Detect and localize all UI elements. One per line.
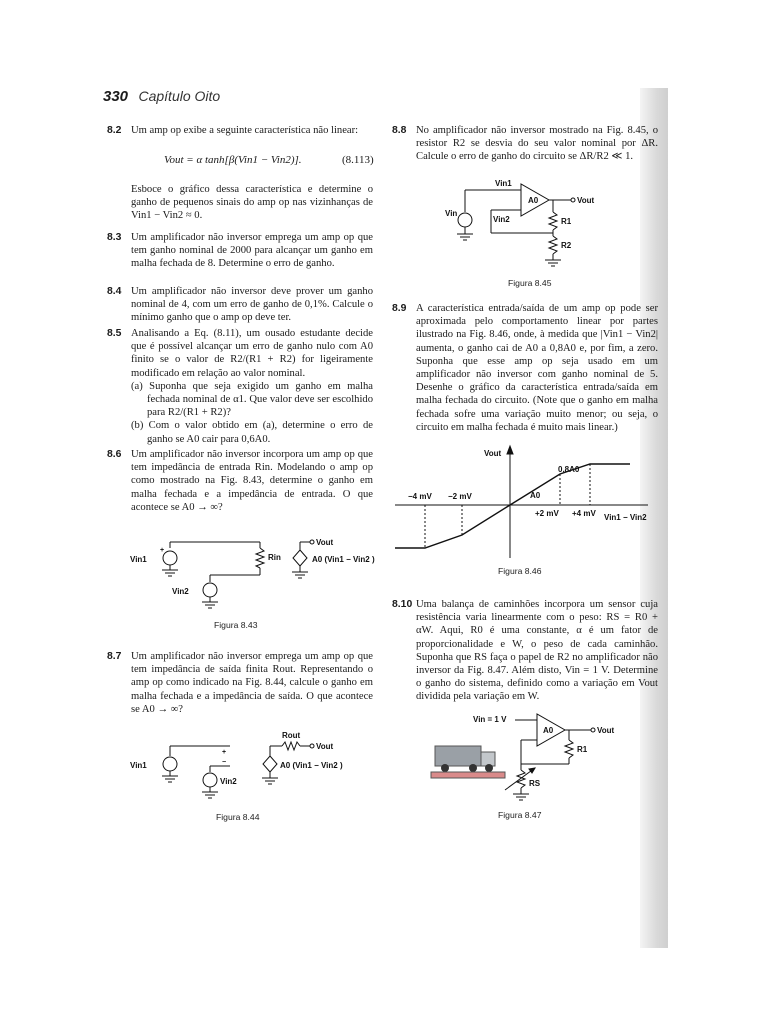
figure-8-47-caption: Figura 8.47: [498, 810, 542, 820]
svg-text:Vin1: Vin1: [130, 761, 147, 770]
problem-8-9: 8.9 A característica entrada/saída de um amp op pode ser aproximada pelo comportamento linear por partes ilustrado na Fig. 8.46, onde, à medida que |Vin1 − Vin2| aumenta, o ganho cai de A0 a 0,8A0 e, por fim, a zero. Suponha que esse amp op seja usado em um amplificador não inversor com ganho nominal de 5. Desenhe o gráfico da característica entrada/saída em malha fechada do circuito. (Note que o ganho em malha fechada sofre uma variação muito menor; ou seja, o circuito em malha fechada é muito mais linear.): [392, 303, 658, 433]
svg-text:+4 mV: +4 mV: [572, 509, 596, 518]
svg-text:−4 mV: −4 mV: [408, 492, 432, 501]
svg-text:+: +: [222, 749, 227, 756]
equation-number: (8.113): [342, 154, 374, 166]
problem-8-4: 8.4 Um amplificador não inversor deve prover um ganho nominal de 4, com um erro de ganho de 0,1%. Calcule o mínimo ganho que o amp op deve ter.: [107, 286, 373, 324]
svg-text:Vout: Vout: [484, 449, 502, 458]
problem-8-2-sketch: Esboce o gráfico dessa característica e determine o ganho de pequenos sinais do amp op nas vizinhanças de Vin1 − Vin2 ≈ 0.: [131, 184, 373, 222]
figure-8-45-circuit: [445, 176, 615, 276]
svg-text:Vout: Vout: [577, 196, 595, 205]
svg-text:Rout: Rout: [282, 731, 301, 740]
svg-text:+2 mV: +2 mV: [535, 509, 559, 518]
svg-text:Vout: Vout: [597, 726, 615, 735]
figure-8-44-caption: Figura 8.44: [216, 812, 260, 822]
page-number: 330: [103, 88, 129, 105]
svg-text:Vin2: Vin2: [220, 777, 237, 786]
problem-8-8: 8.8 No amplificador não inversor mostrado na Fig. 8.45, o resistor R2 se desvia do seu valor nominal por ΔR. Calcule o erro de ganho do circuito se ΔR/R2 ≪ 1.: [392, 125, 658, 163]
svg-text:Vin: Vin: [445, 209, 458, 218]
figure-8-43-caption: Figura 8.43: [214, 620, 258, 630]
page-header: [103, 88, 220, 106]
svg-text:Vin1: Vin1: [130, 555, 147, 564]
svg-text:Vin1: Vin1: [495, 179, 512, 188]
figure-8-45-caption: Figura 8.45: [508, 278, 552, 288]
svg-text:RS: RS: [529, 779, 541, 788]
equation-8-113: Vout = α tanh[β(Vin1 − Vin2)].: [164, 154, 302, 166]
svg-text:Vin2: Vin2: [172, 587, 189, 596]
problem-8-2: 8.2 Um amp op exibe a seguinte característica não linear:: [107, 125, 359, 136]
svg-text:0,8A0: 0,8A0: [558, 465, 580, 474]
svg-text:R1: R1: [561, 217, 572, 226]
svg-text:A0 (Vin1 − Vin2 ): A0 (Vin1 − Vin2 ): [312, 555, 375, 564]
svg-text:R2: R2: [561, 241, 572, 250]
figure-8-46-graph: [390, 440, 666, 565]
svg-text:+: +: [160, 547, 165, 554]
problem-8-7: 8.7 Um amplificador não inversor emprega um amp op que tem impedância de saída finita Rout. Representando o amp op como indicado na Fig. 8.44, calcule o ganho em malha fechada e a impedância de saída. O que acontece se A0 → ∞?: [107, 651, 373, 715]
figure-8-43-circuit: [130, 530, 375, 620]
figure-8-46-caption: Figura 8.46: [498, 566, 542, 576]
svg-text:A0: A0: [543, 726, 554, 735]
svg-text:−2 mV: −2 mV: [448, 492, 472, 501]
problem-8-10: 8.10 Uma balança de caminhões incorpora um sensor cuja resistência varia linearmente com o peso: RS = R0 + αW. Aqui, R0 é uma constante, α é um fator de proporcionalidade e W, o peso de cada caminhão. Suponha que RS faça o papel de R2 no amplificador não inversor da Fig. 8.47. Além disto, Vin = 1 V. Determine o ganho do sistema, definido como a variação em Vout dividida pela variação em W.: [392, 599, 658, 703]
svg-text:Vin = 1 V: Vin = 1 V: [473, 715, 507, 724]
problem-8-6: 8.6 Um amplificador não inversor incorpora um amp op que tem impedância de entrada Rin. Modelando o amp op como mostrado na Fig. 8.43, determine o ganho em malha fechada e a impedância de entrada. O que acontece se A0 → ∞?: [107, 449, 373, 513]
svg-text:Vin2: Vin2: [493, 215, 510, 224]
svg-text:Vin1 − Vin2: Vin1 − Vin2: [604, 513, 647, 522]
svg-text:Vout: Vout: [316, 538, 334, 547]
problem-8-3: 8.3 Um amplificador não inversor emprega um amp op que tem ganho nominal de 2000 para alcançar um ganho em malha fechada de 8. Determine o erro de ganho.: [107, 232, 373, 270]
problem-8-5: 8.5 Analisando a Eq. (8.11), um ousado estudante decide que é possível alcançar um erro de ganho nulo com A0 finito se o valor de R2/(R1 + R2) for ligeiramente modificado em relação ao valor nominal. (a) Suponha que seja exigido um ganho em malha fechada nominal de α1. Que valor deve ser escolhido para R2/(R1 + R2)? (b) Com o valor obtido em (a), determine o erro de ganho se A0 cair para 0,6A0.: [107, 328, 373, 445]
figure-8-44-circuit: [130, 728, 370, 808]
svg-text:−: −: [222, 759, 227, 766]
figure-8-47-circuit: [425, 706, 645, 810]
svg-text:A0: A0: [530, 491, 541, 500]
svg-text:A0: A0: [528, 196, 539, 205]
truck-icon: [431, 746, 505, 778]
svg-text:A0 (Vin1 − Vin2 ): A0 (Vin1 − Vin2 ): [280, 761, 343, 770]
chapter-title: Capítulo Oito: [138, 88, 221, 104]
svg-text:R1: R1: [577, 745, 588, 754]
svg-text:Vout: Vout: [316, 742, 334, 751]
svg-text:Rin: Rin: [268, 553, 281, 562]
